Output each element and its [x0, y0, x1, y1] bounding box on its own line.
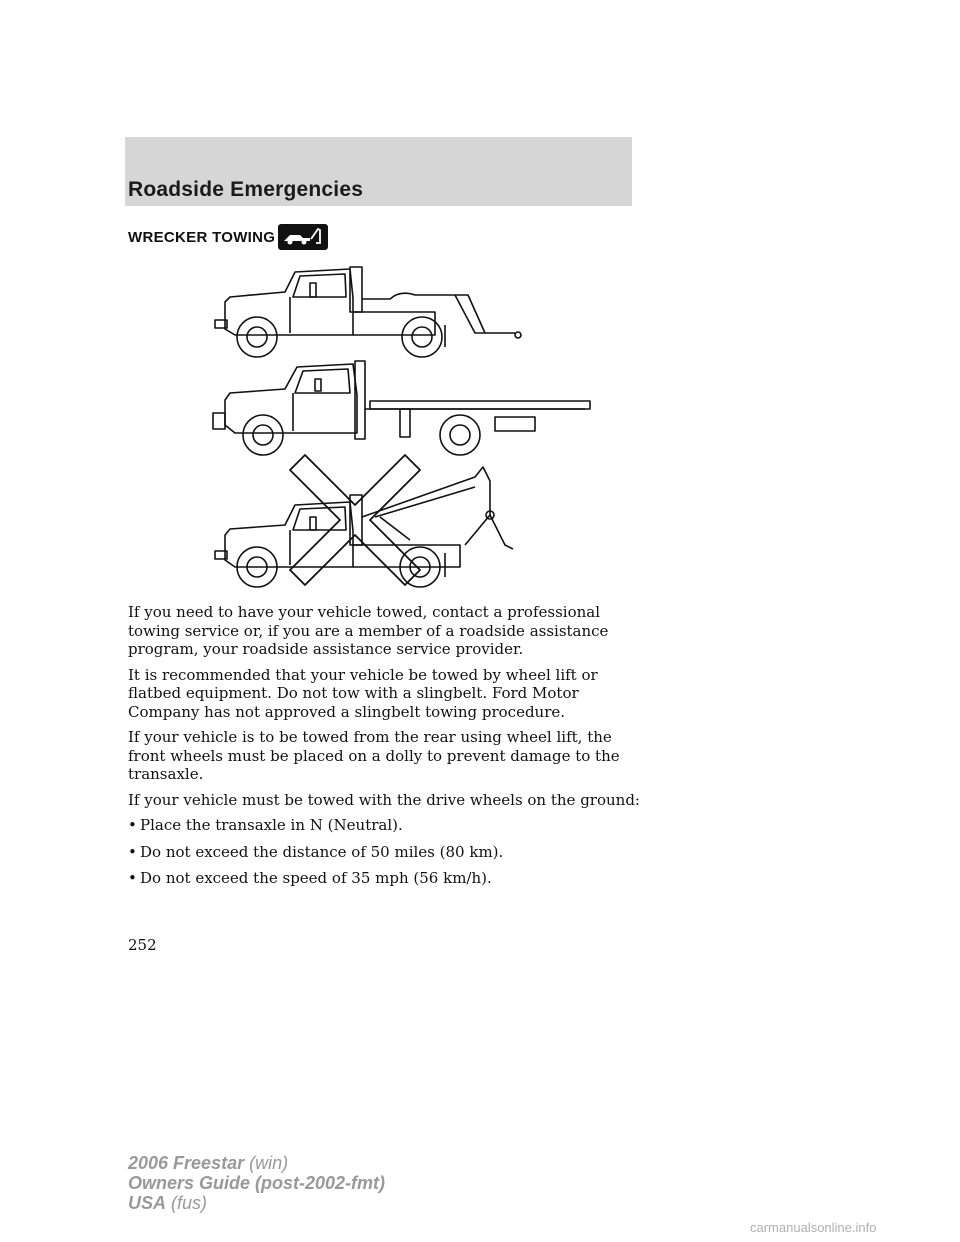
list-item [128, 869, 648, 888]
document-footer [128, 1153, 385, 1213]
page-number: 252 [128, 936, 157, 954]
footer-line-2 [128, 1173, 385, 1193]
footer-line-1 [128, 1153, 385, 1173]
towing-illustration [205, 255, 600, 600]
footer-market: USA [128, 1193, 167, 1213]
watermark: carmanualsonline.info [750, 1220, 877, 1235]
wrecker-tow-icon [278, 224, 328, 250]
list-item-text: Place the transaxle in N (Neutral). [140, 816, 403, 834]
flatbed-truck [213, 361, 590, 455]
list-item [128, 816, 648, 835]
paragraph: It is recommended that your vehicle be towed by wheel lift or flatbed equipment. Do not tow with a slingbelt. Ford Motor Company has not approved a slingbelt towing procedure. [128, 665, 598, 721]
paragraph: If you need to have your vehicle towed, contact a professional towing service or, if you are a member of a roadside assistance program, your roadside assistance service provider. [128, 603, 609, 658]
list-item [128, 843, 648, 862]
paragraph: If your vehicle must be towed with the drive wheels on the ground: [128, 790, 640, 809]
list-item-text: Do not exceed the distance of 50 miles (80 km). [140, 842, 504, 861]
footer-market-code: (fus) [171, 1193, 208, 1213]
slingbelt-truck [215, 467, 513, 587]
paragraph: If your vehicle is to be towed from the rear using wheel lift, the front wheels must be placed on a dolly to prevent damage to the transaxle. [128, 728, 620, 783]
footer-model-code: (win) [249, 1153, 289, 1173]
page-title: Roadside Emergencies [128, 178, 364, 201]
footer-model: 2006 Freestar [128, 1153, 245, 1173]
footer-line-3 [128, 1193, 385, 1213]
bullet-icon: • [128, 869, 137, 887]
body-text [128, 603, 648, 896]
bullet-icon: • [128, 842, 137, 861]
list-item-text: Do not exceed the speed of 35 mph (56 km/h). [140, 869, 492, 887]
wheel-lift-truck [215, 267, 521, 357]
bullet-icon: • [128, 816, 137, 834]
section-heading: WRECKER TOWING [128, 228, 276, 246]
footer-guide: Owners Guide (post-2002-fmt) [128, 1173, 386, 1193]
section-heading-row [128, 224, 328, 250]
